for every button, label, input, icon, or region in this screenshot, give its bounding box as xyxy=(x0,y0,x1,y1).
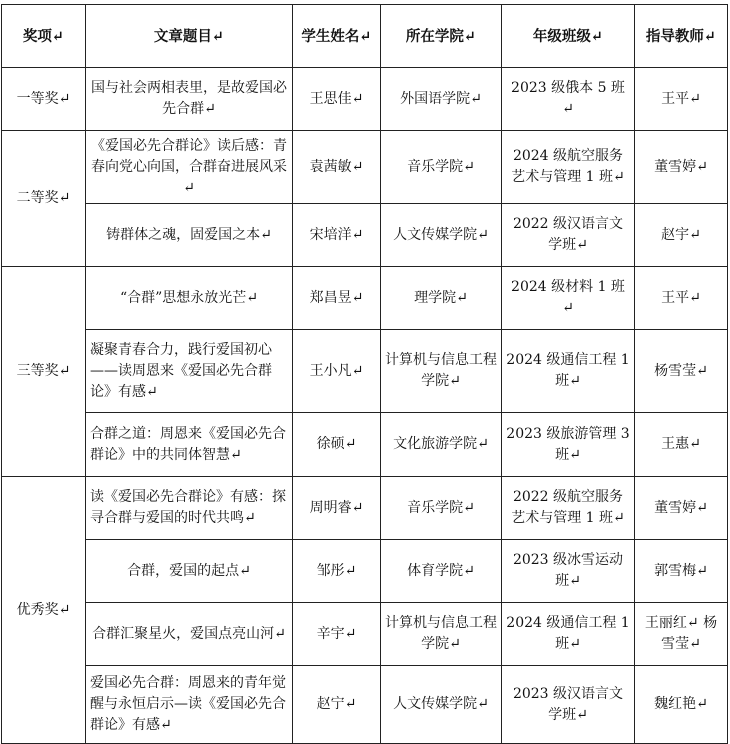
class-name: 2023 级冰雪运动班↵ xyxy=(502,540,635,603)
class-name: 2024 级材料 1 班↵ xyxy=(502,267,635,330)
college-name: 体育学院↵ xyxy=(381,540,502,603)
class-name: 2022 级汉语言文学班↵ xyxy=(502,204,635,267)
teacher-name: 杨雪莹↵ xyxy=(635,330,728,413)
student-name: 徐硕↵ xyxy=(293,413,381,477)
teacher-name: 董雪婷↵ xyxy=(635,131,728,204)
article-title: 国与社会两相表里，是故爱国必先合群↵ xyxy=(86,68,293,131)
college-name: 计算机与信息工程学院↵ xyxy=(381,330,502,413)
article-title: 铸群体之魂，固爱国之本↵ xyxy=(86,204,293,267)
table-row xyxy=(2,540,728,603)
awards-table xyxy=(1,4,728,744)
header-row xyxy=(2,5,728,68)
class-name: 2024 级航空服务艺术与管理 1 班↵ xyxy=(502,131,635,204)
article-title: 读《爱国必先合群论》有感：探寻合群与爱国的时代共鸣↵ xyxy=(86,477,293,540)
student-name: 宋培洋↵ xyxy=(293,204,381,267)
student-name: 周明睿↵ xyxy=(293,477,381,540)
table-row xyxy=(2,131,728,204)
student-name: 郑昌昱↵ xyxy=(293,267,381,330)
award-level-excellent: 优秀奖↵ xyxy=(2,477,86,744)
teacher-name: 魏红艳↵ xyxy=(635,666,728,744)
teacher-name: 王平↵ xyxy=(635,267,728,330)
header-class: 年级班级↵ xyxy=(502,5,635,68)
college-name: 人文传媒学院↵ xyxy=(381,204,502,267)
table-row xyxy=(2,666,728,744)
college-name: 文化旅游学院↵ xyxy=(381,413,502,477)
college-name: 理学院↵ xyxy=(381,267,502,330)
college-name: 计算机与信息工程学院↵ xyxy=(381,603,502,666)
class-name: 2024 级通信工程 1 班↵ xyxy=(502,603,635,666)
teacher-name: 郭雪梅↵ xyxy=(635,540,728,603)
college-name: 人文传媒学院↵ xyxy=(381,666,502,744)
class-name: 2024 级通信工程 1 班↵ xyxy=(502,330,635,413)
award-level-first: 一等奖↵ xyxy=(2,68,86,131)
article-title: 合群，爱国的起点↵ xyxy=(86,540,293,603)
student-name: 赵宁↵ xyxy=(293,666,381,744)
header-student: 学生姓名↵ xyxy=(293,5,381,68)
table-row xyxy=(2,204,728,267)
teacher-name: 赵宇↵ xyxy=(635,204,728,267)
header-college: 所在学院↵ xyxy=(381,5,502,68)
college-name: 音乐学院↵ xyxy=(381,131,502,204)
student-name: 辛宇↵ xyxy=(293,603,381,666)
teacher-name: 王惠↵ xyxy=(635,413,728,477)
teacher-name: 董雪婷↵ xyxy=(635,477,728,540)
table-row xyxy=(2,603,728,666)
article-title: “合群”思想永放光芒↵ xyxy=(86,267,293,330)
table-row xyxy=(2,68,728,131)
class-name: 2023 级俄本 5 班↵ xyxy=(502,68,635,131)
teacher-name: 王丽红↵ 杨雪莹↵ xyxy=(635,603,728,666)
table-row xyxy=(2,267,728,330)
table-row xyxy=(2,413,728,477)
award-level-third: 三等奖↵ xyxy=(2,267,86,477)
class-name: 2023 级旅游管理 3 班↵ xyxy=(502,413,635,477)
article-title: 凝聚青春合力，践行爱国初心——读周恩来《爱国必先合群论》有感↵ xyxy=(86,330,293,413)
class-name: 2023 级汉语言文学班↵ xyxy=(502,666,635,744)
article-title: 《爱国必先合群论》读后感：青春向党心向国，合群奋进展风采↵ xyxy=(86,131,293,204)
header-award: 奖项↵ xyxy=(2,5,86,68)
college-name: 音乐学院↵ xyxy=(381,477,502,540)
student-name: 邹彤↵ xyxy=(293,540,381,603)
article-title: 合群汇聚星火，爱国点亮山河↵ xyxy=(86,603,293,666)
class-name: 2022 级航空服务艺术与管理 1 班↵ xyxy=(502,477,635,540)
award-level-second: 二等奖↵ xyxy=(2,131,86,267)
student-name: 王小凡↵ xyxy=(293,330,381,413)
teacher-name: 王平↵ xyxy=(635,68,728,131)
student-name: 袁茜敏↵ xyxy=(293,131,381,204)
header-title: 文章题目↵ xyxy=(86,5,293,68)
student-name: 王思佳↵ xyxy=(293,68,381,131)
table-row xyxy=(2,330,728,413)
article-title: 爱国必先合群：周恩来的青年觉醒与永恒启示—读《爱国必先合群论》有感↵ xyxy=(86,666,293,744)
table-row xyxy=(2,477,728,540)
college-name: 外国语学院↵ xyxy=(381,68,502,131)
header-teacher: 指导教师↵ xyxy=(635,5,728,68)
article-title: 合群之道：周恩来《爱国必先合群论》中的共同体智慧↵ xyxy=(86,413,293,477)
